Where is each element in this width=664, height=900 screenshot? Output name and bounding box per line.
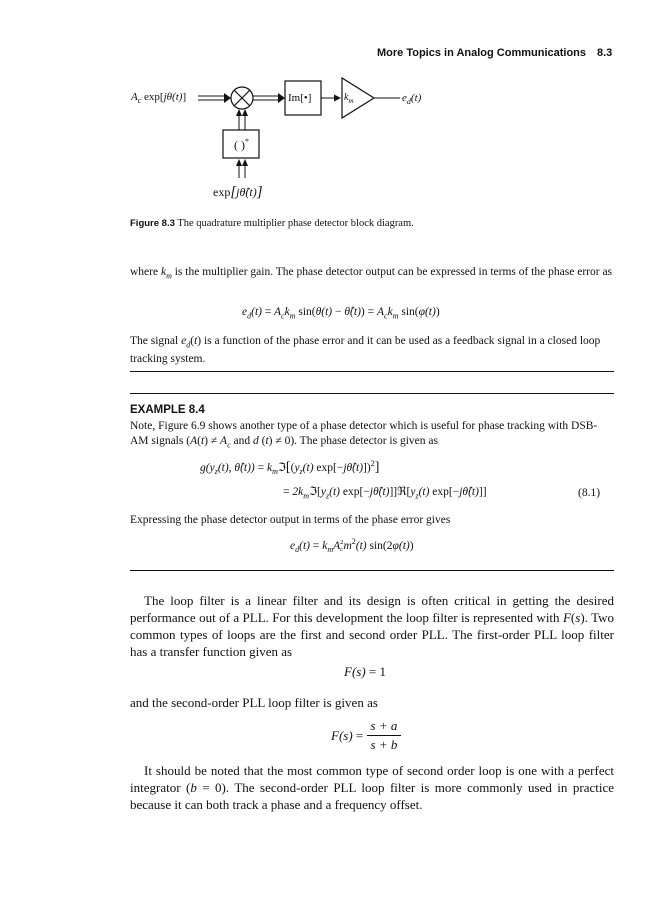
figure-caption	[130, 217, 440, 230]
input-signal-line	[198, 93, 231, 103]
input-label: $A_c$ exp[jθ(t)]	[131, 91, 187, 106]
equation-2-line-1: $g(y_z(t)$, θ̂(t)) = $k_mℑ[(y_z(t)$ exp[−jθ̂(t)])$^2$]	[200, 459, 380, 477]
equation-5-numerator: s + a	[367, 718, 402, 736]
rule-top-1	[130, 371, 614, 372]
im-block-label: Im[•]	[288, 92, 312, 104]
gain-label: $k_m$	[344, 92, 354, 105]
paragraph-4: and the second-order PLL loop filter is given as	[130, 695, 378, 710]
conjugate-label: ( )*	[234, 137, 249, 152]
running-title: More Topics in Analog Communications	[377, 47, 587, 59]
rule-top-2	[130, 393, 614, 394]
example-paragraph-2: Expressing the phase detector output in terms of the phase error gives	[130, 514, 451, 526]
equation-number: (8.1)	[578, 487, 601, 499]
multiplier-icon	[231, 87, 253, 109]
paragraph-5: It should be noted that the most common type of second order loop is one with a perfect integrator (b = 0). The second-order PLL loop filter is more commonly used in practice because it can both track a phase and a frequency offset.	[130, 763, 614, 812]
ref-to-conj-line	[236, 159, 248, 178]
equation-1: $e_d(t) = A_ck_m$ sin(θ(t) − θ̂(t)) = $A_ck_m$ sin(φ(t))	[242, 306, 440, 321]
paragraph-3: The loop filter is a linear filter and its design is often critical in getting the desired performance out of a PLL. For this development the loop filter is represented with F(s). Two common types of loops are the first and second order PLL. The first-order PLL loop filter has a transfer function given as	[130, 593, 614, 659]
page-number: 8.3	[597, 47, 613, 59]
equation-3: $e_d(t) = k_mA$ 2 c $m^2(t)$ sin(2φ(t))	[290, 537, 414, 555]
reference-label: exp[jθ̂(t)]	[213, 184, 263, 200]
paragraph-2: The signal $e_d(t)$ is a function of the phase error and it can be used as a feedback signal in a closed loop tracking system.	[130, 335, 601, 366]
conj-to-mult-line	[236, 109, 248, 130]
output-label: $e_d(t)$	[402, 92, 422, 107]
example-paragraph-1: Note, Figure 6.9 shows another type of a phase detector which is useful for phase tracking with DSB-AM signals ($A(t) \ne A_c$ and d (t) ≠ 0). The phase detector is given as	[130, 420, 598, 450]
caption-text: The quadrature multiplier phase detector block diagram.	[177, 218, 414, 229]
example-title: EXAMPLE 8.4	[130, 404, 205, 416]
rule-bottom	[130, 570, 614, 571]
mult-to-im-line	[253, 93, 285, 103]
equation-5: F(s) = $\frac{s + a}{s + b}$	[331, 718, 401, 753]
paragraph-1: where $k_m$ is the multiplier gain. The phase detector output can be expressed in terms of the phase error as	[130, 266, 613, 281]
equation-4: F(s) = 1	[344, 664, 387, 679]
equation-2-line-2: = $2k_mℑ[y_z(t)$ $\exp[-j\thetâ(t)]]ℜ[y_z(t)$ exp[−jθ̂(t)]]	[283, 486, 487, 501]
equation-5-denominator: s + b	[370, 737, 398, 752]
caption-tag: Figure 8.3	[130, 218, 175, 229]
